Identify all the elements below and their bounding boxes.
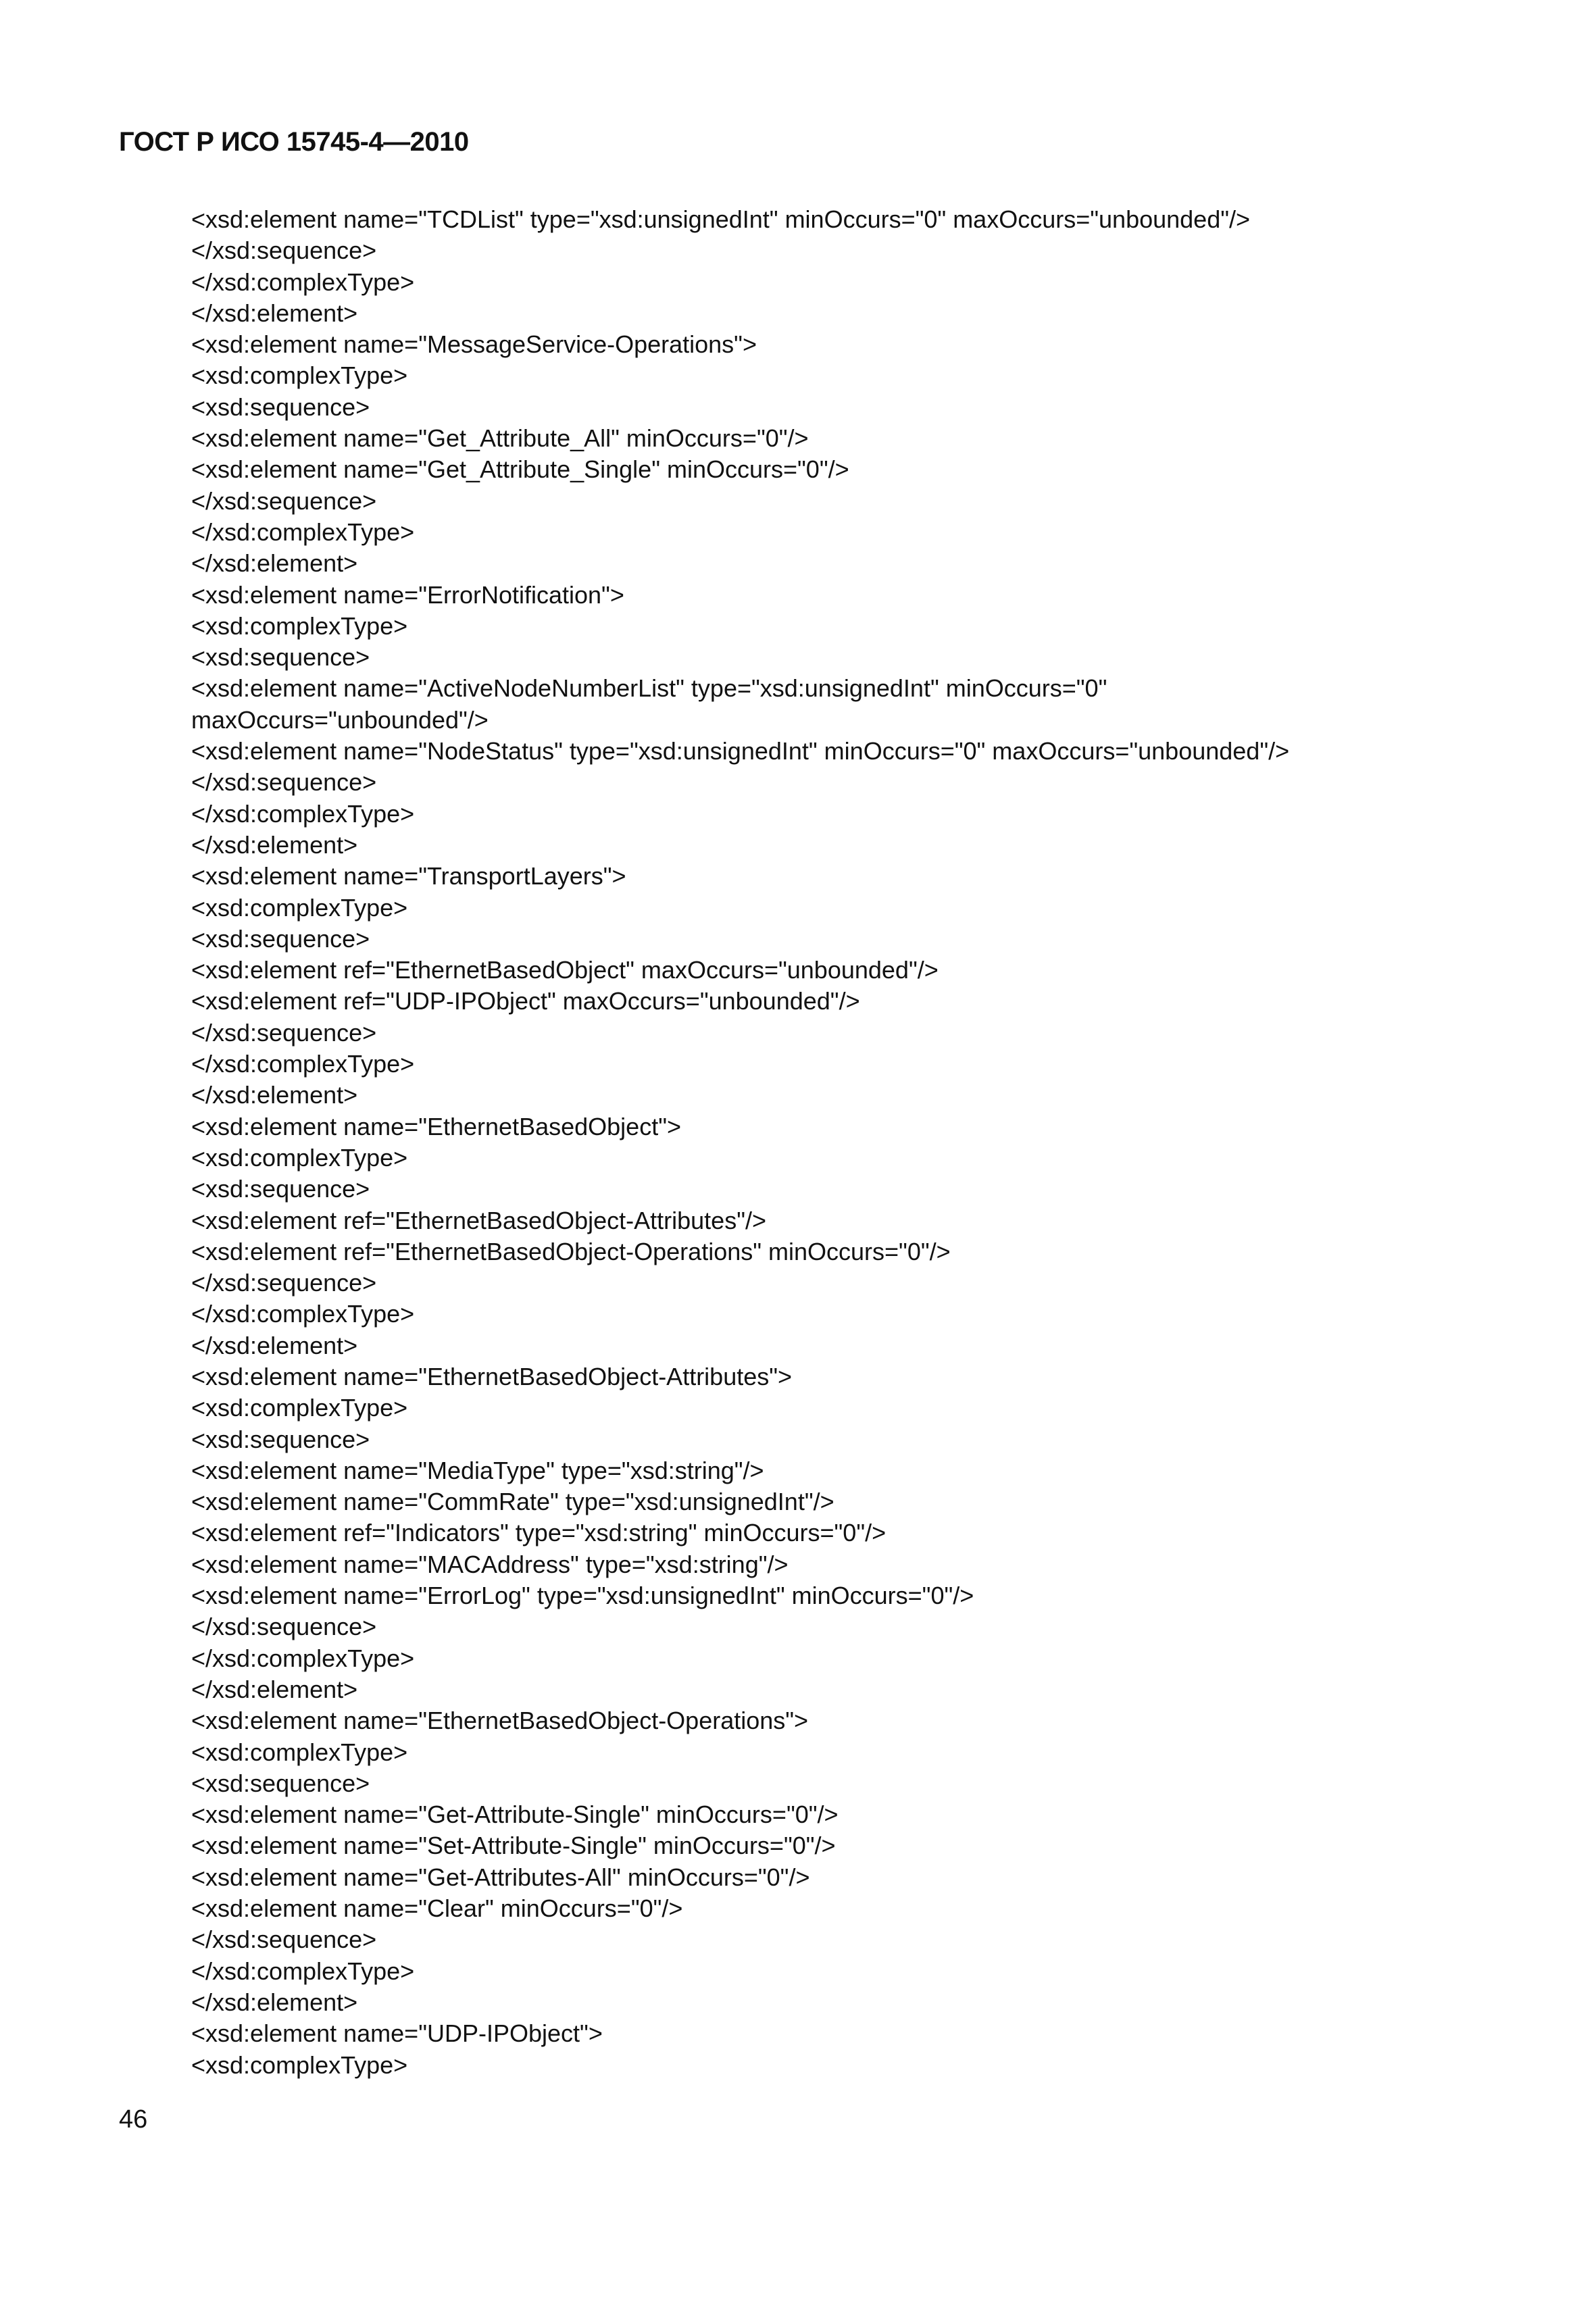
code-line: <xsd:element name="Get-Attributes-All" minOccurs="0"/> — [191, 1863, 810, 1891]
code-line: <xsd:element name="MessageService-Operations"> — [191, 330, 757, 359]
code-line: </xsd:complexType> — [191, 1957, 415, 1985]
code-line: <xsd:element ref="EthernetBasedObject" maxOccurs="unbounded"/> — [191, 956, 939, 984]
code-line: </xsd:element> — [191, 1675, 358, 1703]
code-line: <xsd:element name="MACAddress" type="xsd:string"/> — [191, 1550, 789, 1578]
code-line: <xsd:element ref="EthernetBasedObject-Attributes"/> — [191, 1206, 767, 1234]
code-line: </xsd:element> — [191, 299, 358, 327]
code-line: <xsd:complexType> — [191, 1738, 408, 1766]
page-header-standard-id: ГОСТ Р ИСО 15745-4—2010 — [119, 127, 469, 157]
code-line: </xsd:element> — [191, 1988, 358, 2016]
page-number: 46 — [119, 2105, 148, 2134]
code-line: </xsd:sequence> — [191, 236, 377, 265]
code-line: </xsd:complexType> — [191, 799, 415, 828]
code-line: </xsd:complexType> — [191, 268, 415, 296]
code-line: <xsd:element name="ErrorNotification"> — [191, 580, 624, 609]
code-line: <xsd:complexType> — [191, 1143, 408, 1172]
code-line: </xsd:element> — [191, 1081, 358, 1109]
code-line: <xsd:element name="ErrorLog" type="xsd:unsignedInt" minOccurs="0"/> — [191, 1582, 974, 1610]
code-line: <xsd:element name="EthernetBasedObject-Operations"> — [191, 1707, 809, 1735]
code-line: <xsd:element name="Get-Attribute-Single" minOccurs="0"/> — [191, 1801, 839, 1829]
code-line: <xsd:complexType> — [191, 1394, 408, 1422]
code-line: <xsd:element name="UDP-IPObject"> — [191, 2019, 603, 2048]
code-line: <xsd:element name="MediaType" type="xsd:string"/> — [191, 1456, 764, 1484]
code-line: <xsd:element name="EthernetBasedObject"> — [191, 1112, 681, 1140]
code-line: <xsd:element name="TCDList" type="xsd:unsignedInt" minOccurs="0" maxOccurs="unbounded"/> — [191, 205, 1251, 233]
code-line: </xsd:sequence> — [191, 1926, 377, 1954]
code-line: </xsd:complexType> — [191, 1300, 415, 1328]
code-line: </xsd:element> — [191, 549, 358, 578]
code-line: maxOccurs="unbounded"/> — [191, 705, 489, 734]
code-line: <xsd:element ref="Indicators" type="xsd:string" minOccurs="0"/> — [191, 1519, 887, 1547]
code-line: </xsd:sequence> — [191, 1613, 377, 1641]
code-line: <xsd:complexType> — [191, 2051, 408, 2079]
code-line: </xsd:sequence> — [191, 486, 377, 515]
code-line: </xsd:complexType> — [191, 1644, 415, 1672]
code-line: <xsd:element name="NodeStatus" type="xsd:unsignedInt" minOccurs="0" maxOccurs="unbounded"/> — [191, 737, 1290, 765]
code-line: <xsd:element name="EthernetBasedObject-Attributes"> — [191, 1362, 793, 1390]
code-line: </xsd:element> — [191, 830, 358, 859]
code-line: <xsd:element name="Get_Attribute_All" minOccurs="0"/> — [191, 424, 809, 453]
code-line: <xsd:element name="TransportLayers"> — [191, 862, 626, 890]
xsd-code-listing — [191, 204, 1516, 2081]
code-line: <xsd:element name="Clear" minOccurs="0"/> — [191, 1894, 683, 1923]
code-line: </xsd:complexType> — [191, 1050, 415, 1078]
code-line: <xsd:complexType> — [191, 361, 408, 390]
code-line: <xsd:complexType> — [191, 893, 408, 922]
code-line: <xsd:element ref="UDP-IPObject" maxOccurs="unbounded"/> — [191, 987, 860, 1015]
code-line: </xsd:sequence> — [191, 768, 377, 797]
code-line: <xsd:sequence> — [191, 393, 370, 421]
code-line: <xsd:sequence> — [191, 1769, 370, 1797]
code-line: </xsd:sequence> — [191, 1018, 377, 1047]
code-line: <xsd:sequence> — [191, 1425, 370, 1453]
code-line: <xsd:element name="ActiveNodeNumberList" type="xsd:unsignedInt" minOccurs="0" — [191, 674, 1107, 703]
code-line: <xsd:complexType> — [191, 611, 408, 640]
code-line: </xsd:element> — [191, 1331, 358, 1359]
code-line: <xsd:sequence> — [191, 924, 370, 953]
code-line: <xsd:sequence> — [191, 1175, 370, 1203]
code-line: <xsd:sequence> — [191, 643, 370, 672]
code-line: <xsd:element name="Set-Attribute-Single" minOccurs="0"/> — [191, 1832, 836, 1860]
code-line: <xsd:element ref="EthernetBasedObject-Operations" minOccurs="0"/> — [191, 1237, 951, 1265]
code-line: </xsd:complexType> — [191, 518, 415, 546]
code-line: <xsd:element name="CommRate" type="xsd:unsignedInt"/> — [191, 1488, 834, 1516]
code-line: <xsd:element name="Get_Attribute_Single" minOccurs="0"/> — [191, 455, 849, 484]
code-line: </xsd:sequence> — [191, 1269, 377, 1297]
